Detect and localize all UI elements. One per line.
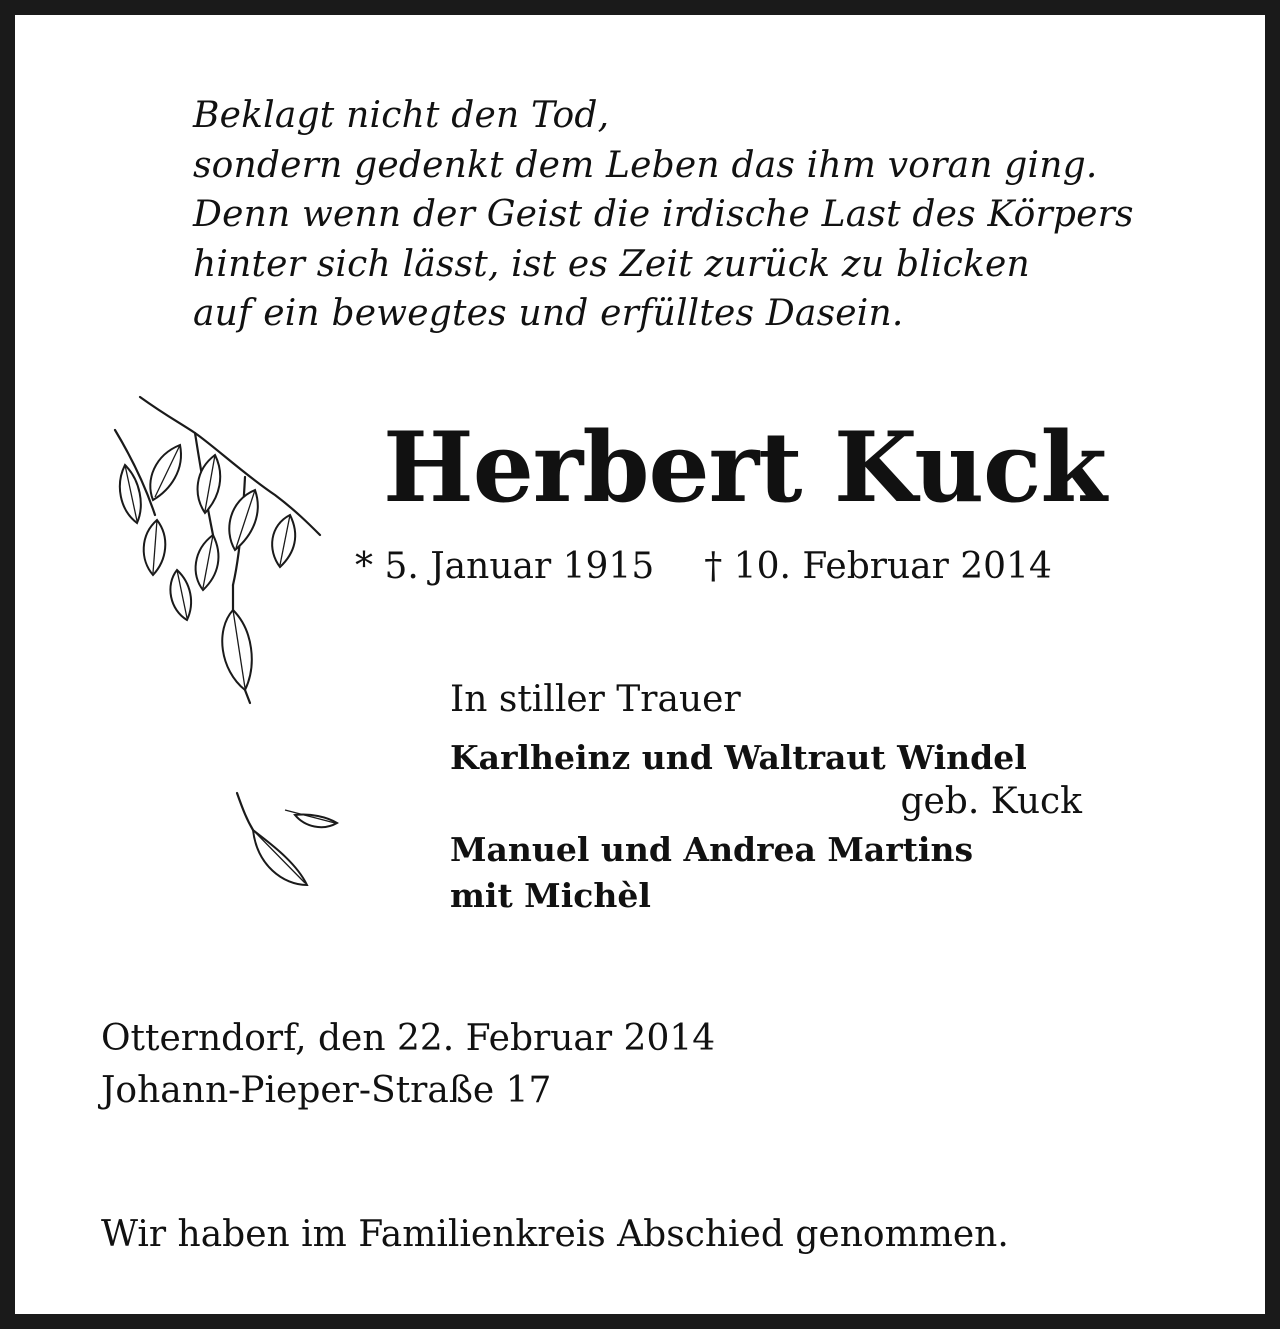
place-date: Otterndorf, den 22. Februar 2014 (101, 1018, 716, 1059)
poem-line: hinter sich lässt, ist es Zeit zurück zu blicken (193, 243, 1030, 285)
birth-date: * 5. Januar 1915 (355, 546, 655, 587)
mourner-family: Karlheinz und Waltraut Windel (450, 738, 1027, 777)
poem-line: auf ein bewegtes und erfülltes Dasein. (193, 293, 904, 334)
place-and-address (101, 1013, 715, 1117)
mourner-family: mit Michèl (450, 876, 651, 915)
mourning-intro: In stiller Trauer (450, 679, 741, 720)
life-dates (355, 545, 1052, 589)
birch-leaves-icon (95, 385, 335, 719)
poem (193, 91, 1134, 339)
poem-line: Denn wenn der Geist die irdische Last des Körpers (193, 194, 1134, 235)
mourner-family: Manuel und Andrea Martins (450, 830, 974, 869)
closing-note: Wir haben im Familienkreis Abschied genommen. (101, 1214, 1009, 1255)
death-date: † 10. Februar 2014 (704, 546, 1052, 587)
maiden-name: geb. Kuck (900, 781, 1082, 822)
street-address: Johann-Pieper-Straße 17 (101, 1070, 552, 1111)
deceased-name: Herbert Kuck (383, 411, 1106, 524)
mourners-block (450, 677, 1090, 919)
poem-line: Beklagt nicht den Tod, (193, 95, 610, 136)
poem-line: sondern gedenkt dem Leben das ihm voran ging. (193, 144, 1098, 186)
falling-leaves-icon (225, 785, 355, 899)
